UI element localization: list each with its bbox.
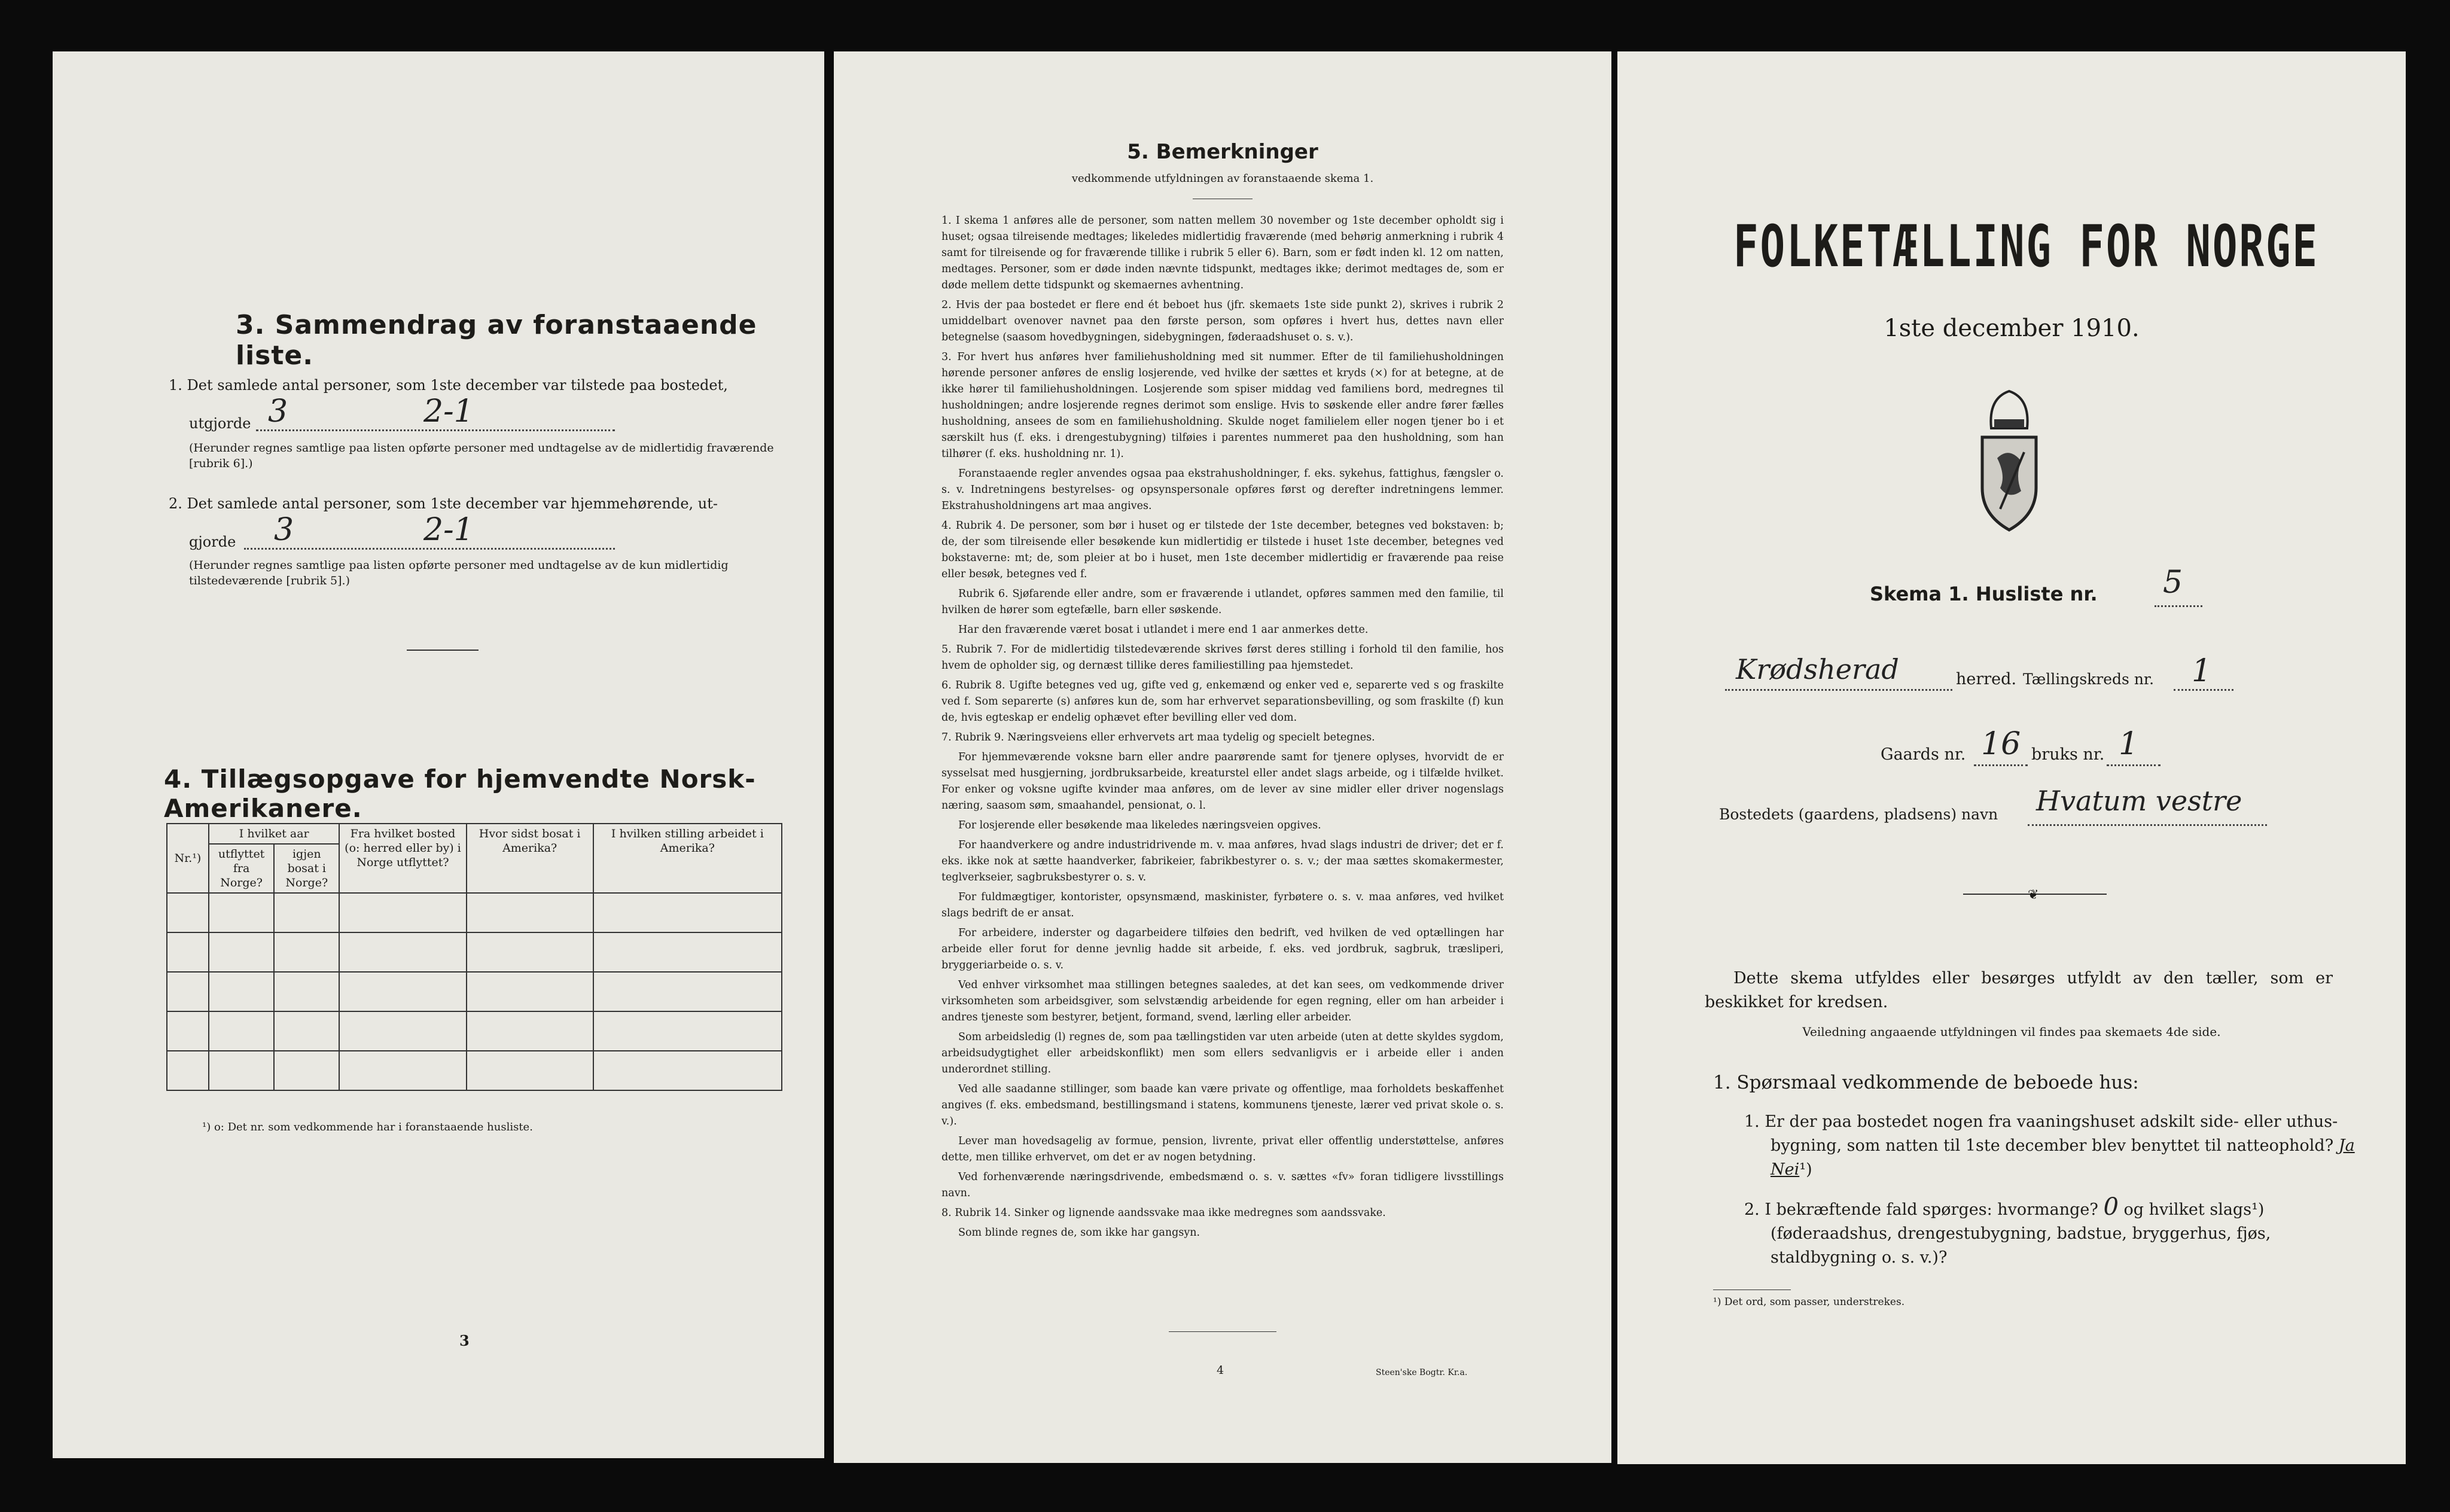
q1-text: 1. Det samlede antal personer, som 1ste december var tilstede paa bostedet,	[169, 377, 728, 394]
bemerkning-paragraph: Som blinde regnes de, som ikke har gangsyn.	[958, 1227, 1200, 1239]
right-page	[1617, 51, 2406, 1464]
bosted-hand: Hvatum vestre	[2036, 785, 2242, 817]
bemerkning-paragraph: 3. For hvert hus anføres hver familiehusholdning med sit nummer. Efter de til familiehusholdningen hørende personer anføres de enslig losjerende, ved hvilke der sættes et kryds (×) for at betegne, at de ikke hører til familiehusholdningen. Losjerende som spiser middag ved familiens bord, medregnes til husholdningen; andre losjerende regnes derimot som enslige. Hvis to søskende eller andre fører fælles husholdning, ansees de som en familiehusholdning. Skulde noget familielem eller nogen tjener bo i et særskilt hus (f. eks. i drengestubygning) tilføies i parentes nummeret paa den husholdning, som han tilhører (f. eks. husholdning nr. 1).	[941, 351, 1504, 460]
skema-hand: 5	[2163, 565, 2183, 600]
col-bosted: Fra hvilket bosted (o: herred eller by) i Norge utflyttet?	[339, 824, 466, 893]
page-number: 4	[1217, 1364, 1224, 1377]
q2-note: (Herunder regnes samtlige paa listen opførte personer med undtagelse av de kun midlertidig tilstedeværende [rubrik 5].)	[189, 559, 729, 587]
bemerkninger-title: 5. Bemerkninger	[1127, 140, 1318, 164]
table-row	[167, 972, 782, 1011]
question-1-suffix: ¹)	[1799, 1160, 1812, 1179]
section3-title: 3. Sammendrag av foranstaaende liste.	[236, 310, 757, 371]
q1-answer-line	[256, 429, 615, 431]
q2-hand-total: 3	[274, 512, 294, 548]
bruks-line	[2107, 764, 2160, 766]
col-igjen: igjen bosat i Norge?	[274, 844, 339, 893]
q1-hand-split: 2-1	[423, 394, 474, 429]
separator-rule	[407, 650, 479, 651]
bruks-hand: 1	[2119, 726, 2139, 762]
middle-page	[834, 51, 1611, 1463]
bemerkning-paragraph: Har den fraværende været bosat i utlandet i mere end 1 aar anmerkes dette.	[958, 624, 1369, 636]
page-number: 3	[459, 1332, 470, 1349]
bemerkning-paragraph: Rubrik 6. Sjøfarende eller andre, som er fraværende i utlandet, opføres sammen med den familie, til hvilken de hører som egtefælle, barn eller søskende.	[941, 588, 1504, 616]
bemerkning-paragraph: For arbeidere, inderster og dagarbeidere tilføies den bedrift, ved hvilken de ved optællingen har arbeide eller forut for denne jevnlig hadde sit arbeide, f. eks. ved jordbruk, sagbruk, træsliperi, bryggeriarbeide o. s. v.	[941, 927, 1504, 971]
bemerkning-paragraph: 1. I skema 1 anføres alle de personer, som natten mellem 30 november og 1ste december opholdt sig i huset; ogsaa tilreisende medtages; likeledes midlertidig fraværende (med behørig anmerkning i rubrik 4 samt for tilreisende og for fraværende tillike i rubrik 5 eller 6). Barn, som er født inden kl. 12 om natten, medtages. Personer, som er døde inden nævnte tidspunkt, medtages ikke; derimot medtages de, som er døde mellem dette tidspunkt og skemaernes avhentning.	[941, 215, 1504, 291]
kreds-line	[2174, 689, 2233, 691]
page-footnote: ¹) Det ord, som passer, understrekes.	[1713, 1296, 1905, 1308]
bemerkning-paragraph: Foranstaaende regler anvendes ogsaa paa ekstrahusholdninger, f. eks. sykehus, fattighus, fængsler o. s. v. Indretningens bestyrelses- og opsynspersonale opføres først og derefter indretningens lemmer. Ekstrahusholdningens art maa angives.	[941, 468, 1504, 512]
ornament-icon: ❦	[2028, 888, 2039, 903]
table-row	[167, 893, 782, 932]
col-nr: Nr.¹)	[167, 824, 209, 893]
bemerkning-paragraph: 2. Hvis der paa bostedet er flere end ét beboet hus (jfr. skemaets 1ste side punkt 2), skrives i rubrik 2 umiddelbart ovenover navnet paa den første person, som opføres i hvert hus, dettes navn eller betegnelse (saasom hovedbygningen, sidebygningen, føderaadshuset o. s. v.).	[941, 299, 1504, 343]
bemerkninger-list	[941, 213, 1504, 1245]
gaards-line	[1974, 764, 2028, 766]
bosted-label: Bostedets (gaardens, pladsens) navn	[1719, 806, 1998, 823]
bemerkning-paragraph: Ved forhenværende næringsdrivende, embedsmænd o. s. v. sættes «fv» foran tidligere livsstillings navn.	[941, 1171, 1504, 1199]
bemerkning-paragraph: For fuldmægtiger, kontorister, opsynsmænd, maskinister, fyrbøtere o. s. v. maa anføres, ved hvilket slags bedrift de er ansat.	[941, 891, 1504, 919]
printer-imprint: Steen'ske Bogtr. Kr.a.	[1376, 1368, 1468, 1377]
section4-title: 4. Tillægsopgave for hjemvendte Norsk-Amerikanere.	[164, 764, 756, 823]
q1-utgjorde-label: utgjorde	[189, 415, 251, 432]
bemerkninger-subtitle: vedkommende utfyldningen av foranstaaende skema 1.	[1071, 172, 1374, 185]
table-row	[167, 932, 782, 972]
coat-of-arms-icon	[1958, 386, 2060, 536]
table-row	[167, 1051, 782, 1090]
instruction-note: Veiledning angaaende utfyldningen vil findes paa skemaets 4de side.	[1802, 1025, 2221, 1039]
end-rule	[1169, 1331, 1276, 1332]
col-stilling: I hvilken stilling arbeidet i Amerika?	[593, 824, 782, 893]
col-utflyttet: utflyttet fra Norge?	[209, 844, 274, 893]
question-2-rest: og hvilket slags¹) (føderaadshus, drengestubygning, badstue, bryggerhus, fjøs, staldbygning o. s. v.)?	[1771, 1200, 2271, 1267]
bemerkning-paragraph: For hjemmeværende voksne barn eller andre paarørende samt for tjenere oplyses, hvorvidt de er sysselsat med husgjerning, jordbruksarbeide, kreaturstel eller andet slags arbeide, og i tilfælde hvilket. For enker og voksne ugifte kvinder maa anføres, om de lever av sine midler eller driver nogenslags næring, saasom søm, smaahandel, pensionat, o. l.	[941, 751, 1504, 812]
bemerkning-paragraph: For losjerende eller besøkende maa likeledes næringsveien opgives.	[958, 819, 1321, 831]
gaards-label: Gaards nr.	[1881, 745, 1966, 764]
instruction-text: Dette skema utfyldes eller besørges utfyldt av den tæller, som er beskikket for kredsen.	[1705, 969, 2333, 1011]
question-1	[1744, 1110, 2371, 1182]
left-page	[53, 51, 824, 1458]
q2-hand-split: 2-1	[423, 512, 474, 548]
q2-gjorde-label: gjorde	[189, 534, 236, 550]
table-footnote: ¹) o: Det nr. som vedkommende har i foranstaaende husliste.	[202, 1121, 533, 1133]
bemerkning-paragraph: Ved enhver virksomhet maa stillingen betegnes saaledes, at det kan sees, om vedkommende driver virksomheten som arbeidsgiver, som selvstændig arbeidende for egen regning, eller om han arbeider i andres tjeneste som bestyrer, betjent, formand, svend, lærling eller arbeider.	[941, 979, 1504, 1023]
bemerkning-paragraph: 7. Rubrik 9. Næringsveiens eller erhvervets art maa tydelig og specielt betegnes.	[941, 731, 1375, 743]
col-amerika: Hvor sidst bosat i Amerika?	[467, 824, 593, 893]
question-2-text: 2. I bekræftende fald spørges: hvormange?	[1744, 1200, 2098, 1219]
question-1-text: 1. Er der paa bostedet nogen fra vaaningshuset adskilt side- eller uthus-bygning, som natten til 1ste december blev benyttet til natteophold?	[1744, 1112, 2338, 1155]
census-title: FOLKETÆLLING FOR NORGE	[1733, 213, 2319, 280]
bemerkning-paragraph: Ved alle saadanne stillinger, som baade kan være private og offentlige, maa forholdets beskaffenhet angives (f. eks. embedsmand, bestillingsmand i statens, kommunens tjeneste, lærer ved privat skole o. s. v.).	[941, 1083, 1504, 1127]
question-2	[1744, 1195, 2371, 1270]
bemerkning-paragraph: 5. Rubrik 7. For de midlertidig tilstedeværende skrives først deres stilling i forhold til den familie, hos hvem de opholder sig, og dernæst tillike deres familiestilling paa hjemstedet.	[941, 644, 1504, 672]
census-date: 1ste december 1910.	[1884, 315, 2140, 342]
bemerkning-paragraph: For haandverkere og andre industridrivende m. v. maa anføres, hvad slags industri de driver; det er f. eks. ikke nok at sætte haandverker, fabrikeier, fabrikbestyrer o. s. v.; der maa sættes skomakermester, teglverkseier, sagbruksbestyrer o. s. v.	[941, 839, 1504, 883]
answer-ja: Ja	[2338, 1136, 2355, 1155]
q2-text: 2. Det samlede antal personer, som 1ste december var hjemmehørende, ut-	[169, 495, 718, 512]
q1-note: (Herunder regnes samtlige paa listen opførte personer med undtagelse av de midlertidig fraværende [rubrik 6].)	[189, 441, 774, 470]
skema-label: Skema 1. Husliste nr.	[1870, 583, 2098, 605]
bruks-label: bruks nr.	[2031, 745, 2105, 764]
bemerkning-paragraph: Som arbeidsledig (l) regnes de, som paa tællingstiden var uten arbeide (uten at dette skyldes sygdom, arbeidsudygtighet eller arbeidskonflikt) men som ellers sedvanligvis er i arbeide eller i anden underordnet stilling.	[941, 1031, 1504, 1075]
kreds-hand: 1	[2192, 653, 2212, 689]
kreds-label: Tællingskreds nr.	[2023, 670, 2155, 688]
table-row	[167, 1011, 782, 1051]
herred-hand: Krødsherad	[1736, 653, 1899, 685]
bemerkning-paragraph: 6. Rubrik 8. Ugifte betegnes ved ug, gifte ved g, enkemænd og enker ved e, separerte ved s og fraskilte ved f. Som separerte (s) anføres kun de, som har erhvervet separationsbevilling, og som fraskilte (f) kun de, hvis egteskap er endelig ophævet efter bevilling eller ved dom.	[941, 679, 1504, 724]
col-group-aar: I hvilket aar	[209, 824, 339, 844]
herred-label: herred.	[1956, 670, 2017, 688]
gaards-hand: 16	[1981, 726, 2021, 762]
bosted-line	[2028, 824, 2267, 826]
bemerkning-paragraph: 4. Rubrik 4. De personer, som bør i huset og er tilstede der 1ste december, betegnes ved bokstaven: b; de, der som tilreisende eller besøkende kun midlertidig er tilstede i huset 1ste december, betegnes ved bokstaverne: mt; de, som pleier at bo i huset, men 1ste december midlertidig er fraværende paa reise eller besøk, betegnes ved f.	[941, 520, 1504, 580]
questions-title: 1. Spørsmaal vedkommende de beboede hus:	[1713, 1072, 2139, 1093]
bemerkning-paragraph: 8. Rubrik 14. Sinker og lignende aandssvake maa ikke medregnes som aandssvake.	[941, 1207, 1386, 1219]
q2-answer-line	[244, 548, 615, 550]
answer-nei: Nei	[1771, 1160, 1800, 1179]
norsk-amerikanere-table	[166, 823, 782, 1091]
herred-line	[1725, 689, 1952, 691]
skema-line	[2155, 605, 2202, 607]
q1-hand-total: 3	[268, 394, 288, 429]
bemerkning-paragraph: Lever man hovedsagelig av formue, pension, livrente, privat eller offentlig understøttelse, anføres dette, men tillike erhvervet, om det er av nogen betydning.	[941, 1135, 1504, 1163]
question-2-hand: 0	[2103, 1193, 2119, 1221]
